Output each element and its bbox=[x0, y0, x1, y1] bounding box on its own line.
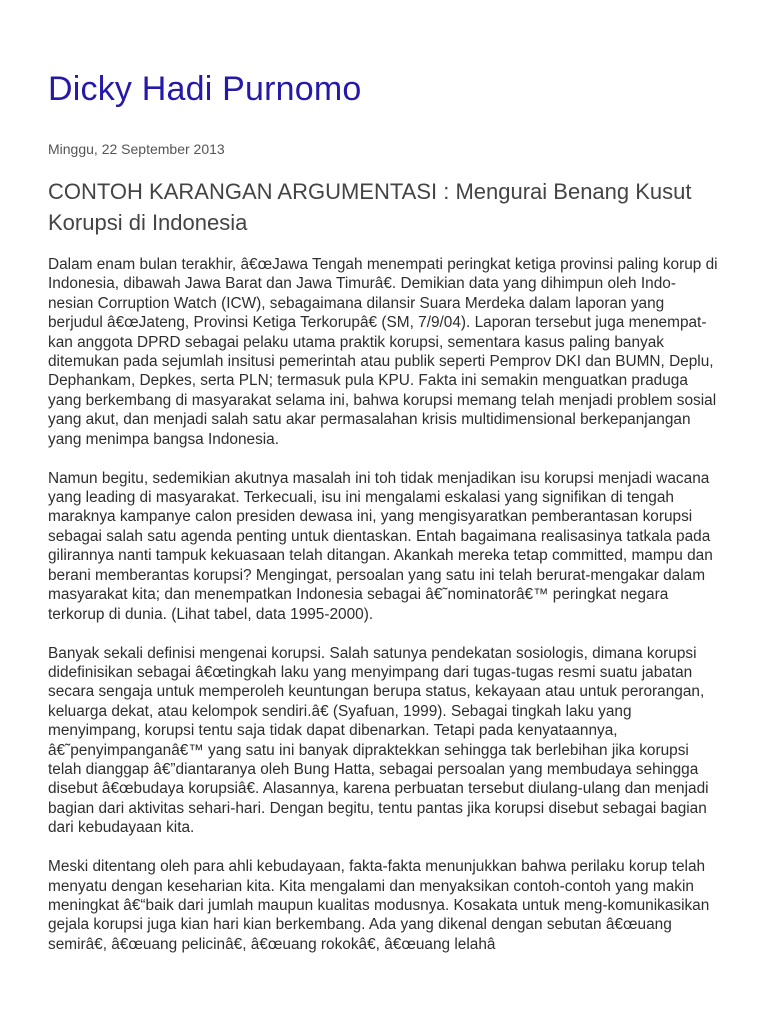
post-paragraph: Dalam enam bulan terakhir, â€œJawa Tengah menempati peringkat ketiga provinsi paling korup di Indonesia, dibawah Jawa Barat dan Jawa Timurâ€. Demikian data yang dihimpun oleh Indo-nesian Corruption Watch (ICW), sebagaimana dilansir Suara Merdeka dalam laporan yang berjudul â€œJateng, Provinsi Ketiga Terkorupâ€ (SM, 7/9/04). Laporan tersebut juga menempat-kan anggota DPRD sebagai pelaku utama praktik korupsi, sementara kasus paling banyak ditemukan pada sejumlah insitusi pemerintah atau publik seperti Pemprov DKI dan BUMN, Deplu, Dephankam, Depkes, serta PLN; termasuk pula KPU. Fakta ini semakin menguatkan praduga yang berkembang di masyarakat selama ini, bahwa korupsi memang telah menjadi problem sosial yang akut, dan menjadi salah satu akar permasalahan krisis multidimensional berkepanjangan yang menimpa bangsa Indonesia. bbox=[48, 256, 718, 448]
post-body bbox=[48, 255, 720, 974]
blog-title[interactable]: Dicky Hadi Purnomo bbox=[48, 70, 362, 108]
post-title: CONTOH KARANGAN ARGUMENTASI : Mengurai Benang Kusut Korupsi di Indonesia bbox=[48, 179, 692, 235]
post-paragraph: Meski ditentang oleh para ahli kebudayaan, fakta-fakta menunjukkan bahwa perilaku korup telah menyatu dengan keseharian kita. Kita mengalami dan menyaksikan contoh-contoh yang makin meningkat â€“baik dari jumlah maupun kualitas modusnya. Kosakata untuk meng-komunikasikan gejala korupsi juga kian hari kian berkembang. Ada yang dikenal dengan sebutan â€œuang semirâ€, â€œuang pelicinâ€, â€œuang rokokâ€, â€œuang lelahâ bbox=[48, 858, 710, 953]
post-paragraph: Banyak sekali definisi mengenai korupsi. Salah satunya pendekatan sosiologis, dimana korupsi didefinisikan sebagai â€œtingkah laku yang menyimpang dari tugas-tugas resmi suatu jabatan secara sengaja untuk memperoleh keuntungan berupa status, kekayaan atau untuk perorangan, keluarga dekat, atau kelompok sendiri.â€ (Syafuan, 1999). Sebagai tingkah laku yang menyimpang, korupsi tentu saja tidak dapat dibenarkan. Tetapi pada kenyataannya, â€˜penyimpanganâ€™ yang satu ini banyak dipraktekkan sehingga tak berlebihan jika korupsi telah dianggap â€”diantaranya oleh Bung Hatta, sebagai persoalan yang membudaya sehingga disebut â€œbudaya korupsiâ€. Alasannya, karena perbuatan tersebut diulang-ulang dan menjadi bagian dari aktivitas sehari-hari. Dengan begitu, tentu pantas jika korupsi disebut sebagai bagian dari kebudayaan kita. bbox=[48, 644, 709, 837]
post-paragraph: Namun begitu, sedemikian akutnya masalah ini toh tidak menjadikan isu korupsi menjadi wacana yang leading di masyarakat. Terkecuali, isu ini mengalami eskalasi yang signifikan di tengah maraknya kampanye calon presiden dewasa ini, yang mengisyaratkan pemberantasan korupsi sebagai salah satu agenda penting untuk dientaskan. Entah bagaimana realisasinya tatkala pada gilirannya nanti tampuk kekuasaan telah ditangan. Akankah mereka tetap committed, mampu dan berani memberantas korupsi? Mengingat, persoalan yang satu ini telah berurat-mengakar dalam masyarakat kita; dan menempatkan Indonesia sebagai â€˜nominatorâ€™ peringkat negara terkorup di dunia. (Lihat tabel, data 1995-2000). bbox=[48, 469, 713, 623]
post-date: Minggu, 22 September 2013 bbox=[48, 141, 225, 157]
